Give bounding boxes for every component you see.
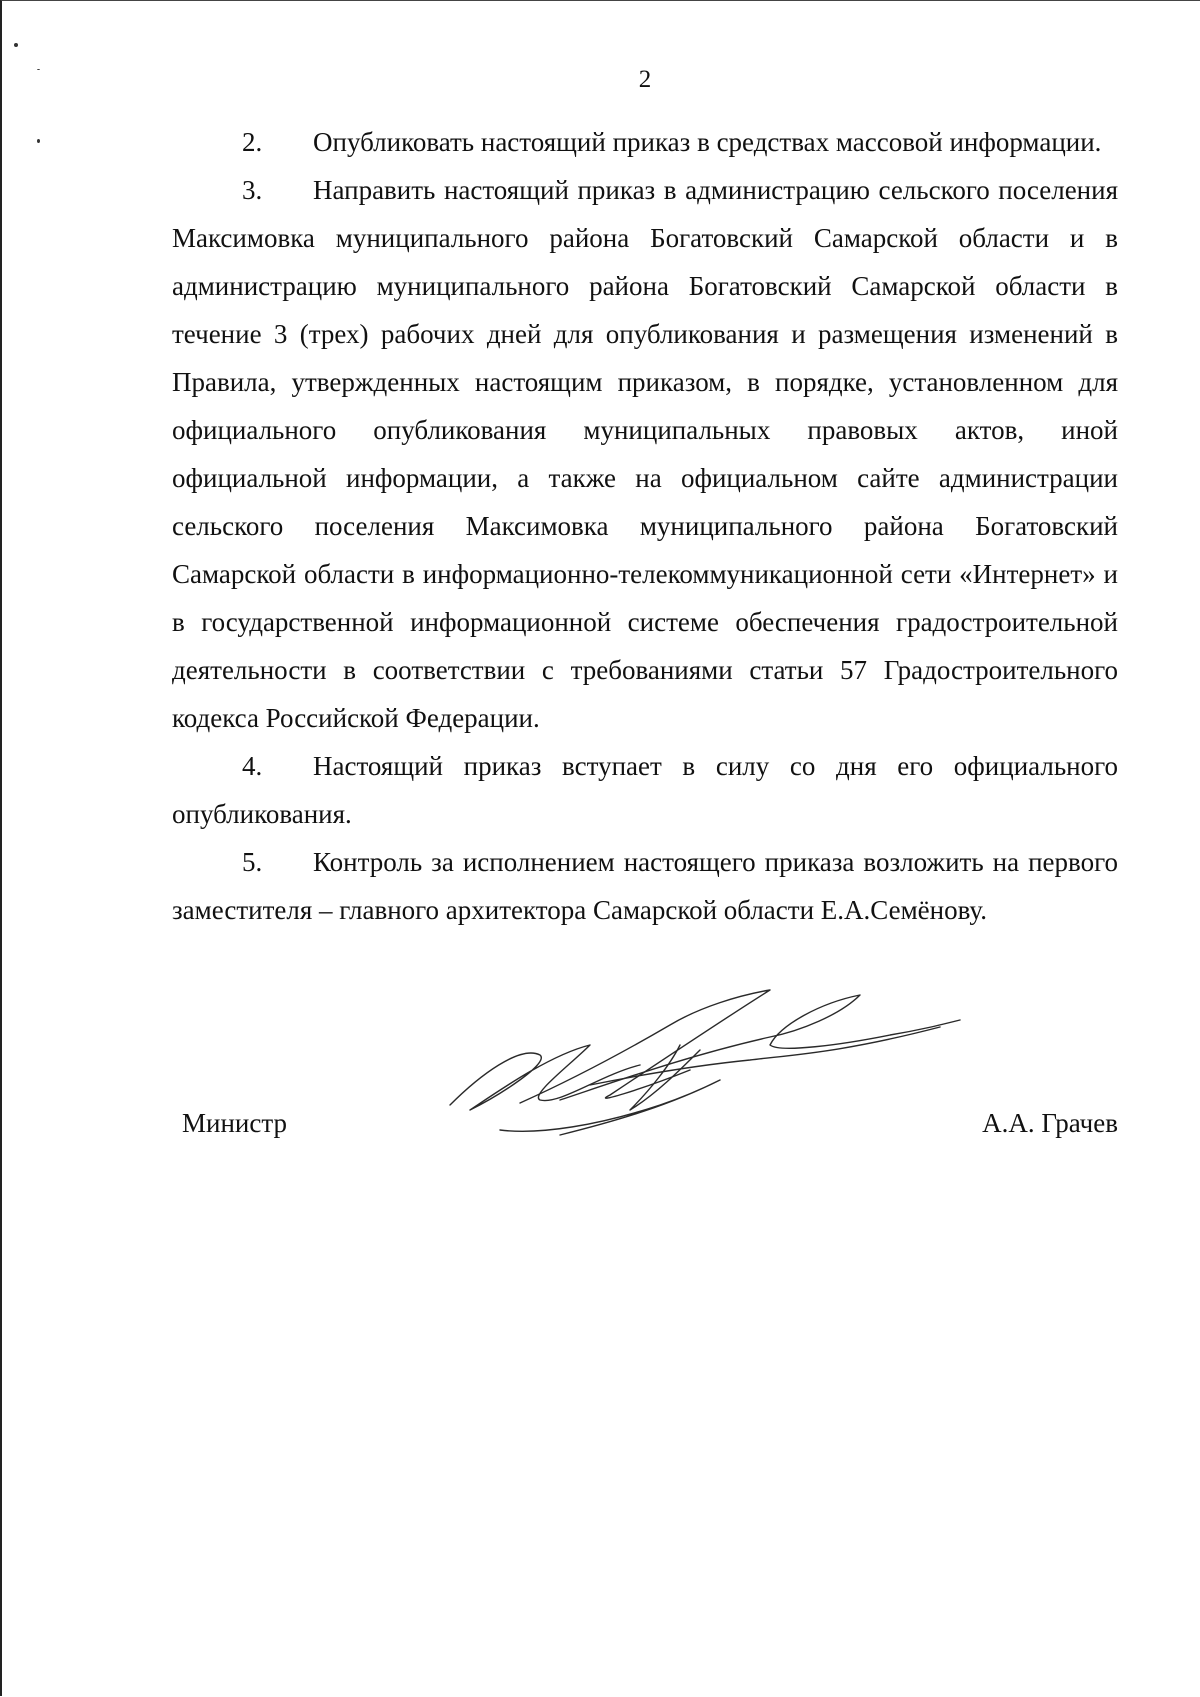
- scan-speck: [14, 43, 18, 47]
- signatory-title: Министр: [182, 1108, 287, 1138]
- paragraph-number: 3.: [242, 175, 263, 205]
- page-number: 2: [638, 66, 652, 93]
- paragraph-5: [172, 838, 1118, 934]
- paragraph-3: [172, 166, 1118, 742]
- paragraph-text: Опубликовать настоящий приказ в средствах массовой информации.: [313, 127, 1102, 157]
- scan-speck: [37, 139, 40, 143]
- document-body: [172, 118, 1118, 934]
- paragraph-number: 2.: [242, 127, 263, 157]
- paragraph-text: Настоящий приказ вступает в силу со дня его официального опубликования.: [172, 751, 1118, 829]
- paragraph-text: Контроль за исполнением настоящего приказа возложить на первого заместителя – главного архитектора Самарской области Е.А.Семёнову.: [172, 847, 1118, 925]
- paragraph-text: Направить настоящий приказ в администрацию сельского поселения Максимовка муниципального района Богатовский Самарской области и в администрацию муниципального района Богатовский Самарской области в течение 3 (трех) рабочих дней для опубликования и размещения изменений в Правила, утвержденных настоящим приказом, в порядке, установленном для официального опубликования муниципальных правовых актов, иной официальной информации, а также на официальном сайте администрации сельского поселения Максимовка муниципального района Богатовский Самарской области в информационно-телекоммуникационной сети «Интернет» и в государственной информационной системе обеспечения градостроительной деятельности в соответствии с требованиями статьи 57 Градостроительного кодекса Российской Федерации.: [172, 175, 1118, 733]
- paragraph-number: 4.: [242, 751, 263, 781]
- paragraph-4: [172, 742, 1118, 838]
- handwritten-signature: [440, 985, 980, 1145]
- paragraph-number: 5.: [242, 847, 263, 877]
- signatory-name: А.А. Грачев: [982, 1108, 1118, 1138]
- paragraph-2: [172, 118, 1118, 166]
